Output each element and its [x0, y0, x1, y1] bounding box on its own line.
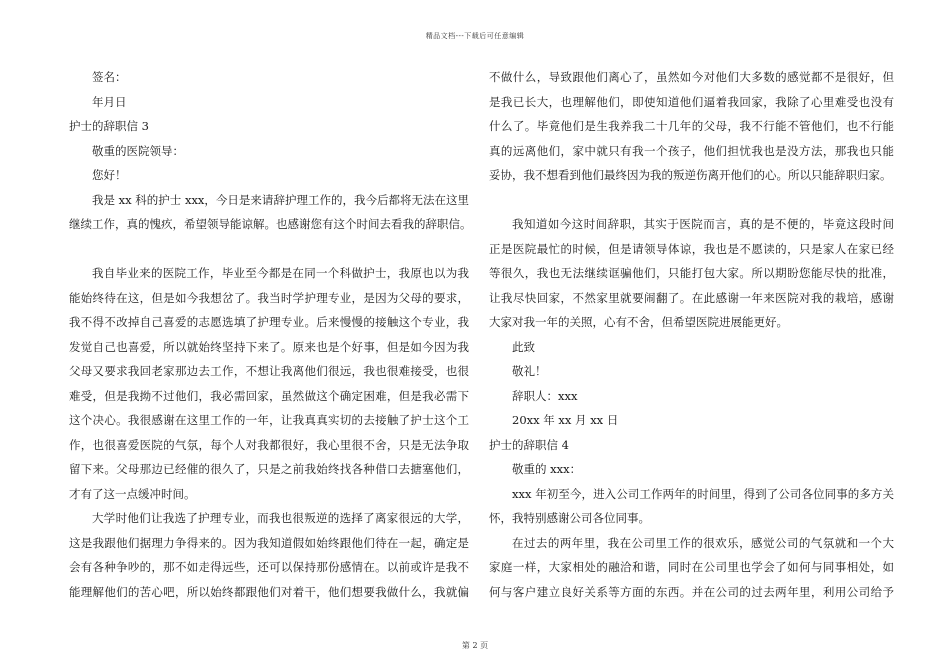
text-line: 会有各种争吵的，那不如走得远些，还可以保持那份感情在。以前或许是我不	[69, 560, 469, 574]
text-line: 此致	[512, 339, 535, 354]
text-line: 真的远离他们，家中就只有我一个孩子，他们担忧我也是没方法，那我也只能	[489, 143, 894, 158]
text-line: 我知道如今这时间辞职，其实于医院而言，真的是不便的，毕竟这段时间	[512, 217, 894, 231]
text-line: 护士的辞职信 4	[489, 437, 569, 452]
text-line: 继续工作，真的愧疚，希望领导能谅解。也感谢您有这个时间去看我的辞职信。	[69, 217, 472, 231]
text-line: 签名：	[92, 70, 127, 84]
text-line: 是我已长大，也理解他们，即使知道他们逼着我回家，我除了心里难受也没有	[489, 94, 894, 109]
text-line: 20xx 年 xx 月 xx 日	[512, 413, 619, 427]
text-line: 不做什么，导致跟他们离心了，虽然如今对他们大多数的感觉都不是很好，但	[489, 70, 894, 84]
text-line: 我自毕业来的医院工作，毕业至今都是在同一个科做护士，我原也以为我	[92, 266, 469, 280]
text-line: 难受，但是我拗不过他们，我必需回家，虽然做这个确定困难，但是我必需下	[69, 388, 469, 403]
text-line: 这是我跟他们据理力争得来的。因为我知道假如始终跟他们待在一起，确定是	[69, 535, 469, 550]
text-line: 让我尽快回家，不然家里就要闹翻了。在此感谢一年来医院对我的栽培，感谢	[489, 290, 894, 305]
text-line: 等很久，我也无法继续诓骗他们，只能打包大家。所以期盼您能尽快的批准，	[489, 266, 894, 280]
text-line: 怀，我特别感谢公司各位同事。	[489, 511, 650, 525]
text-line: 才有了这一点缓冲时间。	[69, 486, 196, 501]
blank-line	[69, 237, 469, 262]
page-header: 精品文档---下载后可任意编辑	[425, 32, 525, 40]
text-line: 妥协，我不想看到他们最终因为我的叛逆伤离开他们的心。所以只能辞职归家。	[489, 168, 892, 182]
text-line: 敬重的医院领导：	[92, 143, 184, 158]
blank-line	[489, 188, 894, 213]
text-line: 家庭一样，大家相处的融洽和谐，同时在公司里也学会了如何与同事相处，如	[489, 560, 894, 574]
text-line: 正是医院最忙的时候，但是请领导体谅，我也是不愿读的，只是家人在家已经	[489, 241, 894, 256]
text-line: 父母又要求我回老家那边去工作，不想让我离他们很远，我也很难接受，也很	[69, 364, 469, 378]
text-line: 能始终待在这，但是如今我想岔了。我当时学护理专业，是因为父母的要求，	[69, 290, 469, 305]
text-line: 大学时他们让我选了护理专业，而我也很叛逆的选择了离家很远的大学，	[92, 511, 469, 525]
text-line: 大家对我一年的关照，心有不舍，但希望医院进展能更好。	[489, 315, 788, 329]
text-line: 敬礼！	[512, 364, 547, 378]
text-line: 我不得不改掉自己喜爱的志愿选填了护理专业。后来慢慢的接触这个专业，我	[69, 315, 469, 329]
left-text-column	[69, 65, 472, 604]
text-line: 这个决心。我很感谢在这里工作的一年，让我真真实切的去接触了护士这个工	[69, 413, 469, 427]
text-line: xxx 年初至今，进入公司工作两年的时间里，得到了公司各位同事的多方关	[512, 486, 894, 501]
page-number: 第 2 页	[461, 641, 489, 650]
text-line: 能理解他们的苦心吧，所以始终都跟他们对着干，他们想要我做什么，我就偏	[69, 584, 469, 599]
text-line: 何与客户建立良好关系等方面的东西。并在公司的过去两年里，利用公司给予	[489, 584, 894, 599]
text-line: 敬重的 xxx：	[512, 462, 582, 476]
text-line: 年月日	[92, 94, 127, 109]
text-line: 发觉自己也喜爱，所以就始终坚持下来了。原来也是个好事，但是如今因为我	[69, 339, 469, 354]
text-line: 什么了。毕竟他们是生我养我二十几年的父母，我不行能不管他们，也不行能	[489, 119, 894, 133]
right-text-column	[489, 65, 894, 604]
text-line: 在过去的两年里，我在公司里工作的很欢乐，感觉公司的气氛就和一个大	[512, 535, 894, 550]
text-line: 护士的辞职信 3	[69, 119, 149, 133]
text-line: 作，也很喜爱医院的气氛，每个人对我都很好，我心里很不舍，只是无法争取	[69, 437, 469, 452]
text-line: 我是 xx 科的护士 xxx，今日是来请辞护理工作的，我今后都将无法在这里	[92, 192, 469, 207]
text-line: 辞职人：xxx	[512, 388, 578, 403]
text-line: 您好！	[92, 168, 127, 182]
text-line: 留下来。父母那边已经催的很久了，只是之前我始终找各种借口去搪塞他们，	[69, 462, 469, 476]
